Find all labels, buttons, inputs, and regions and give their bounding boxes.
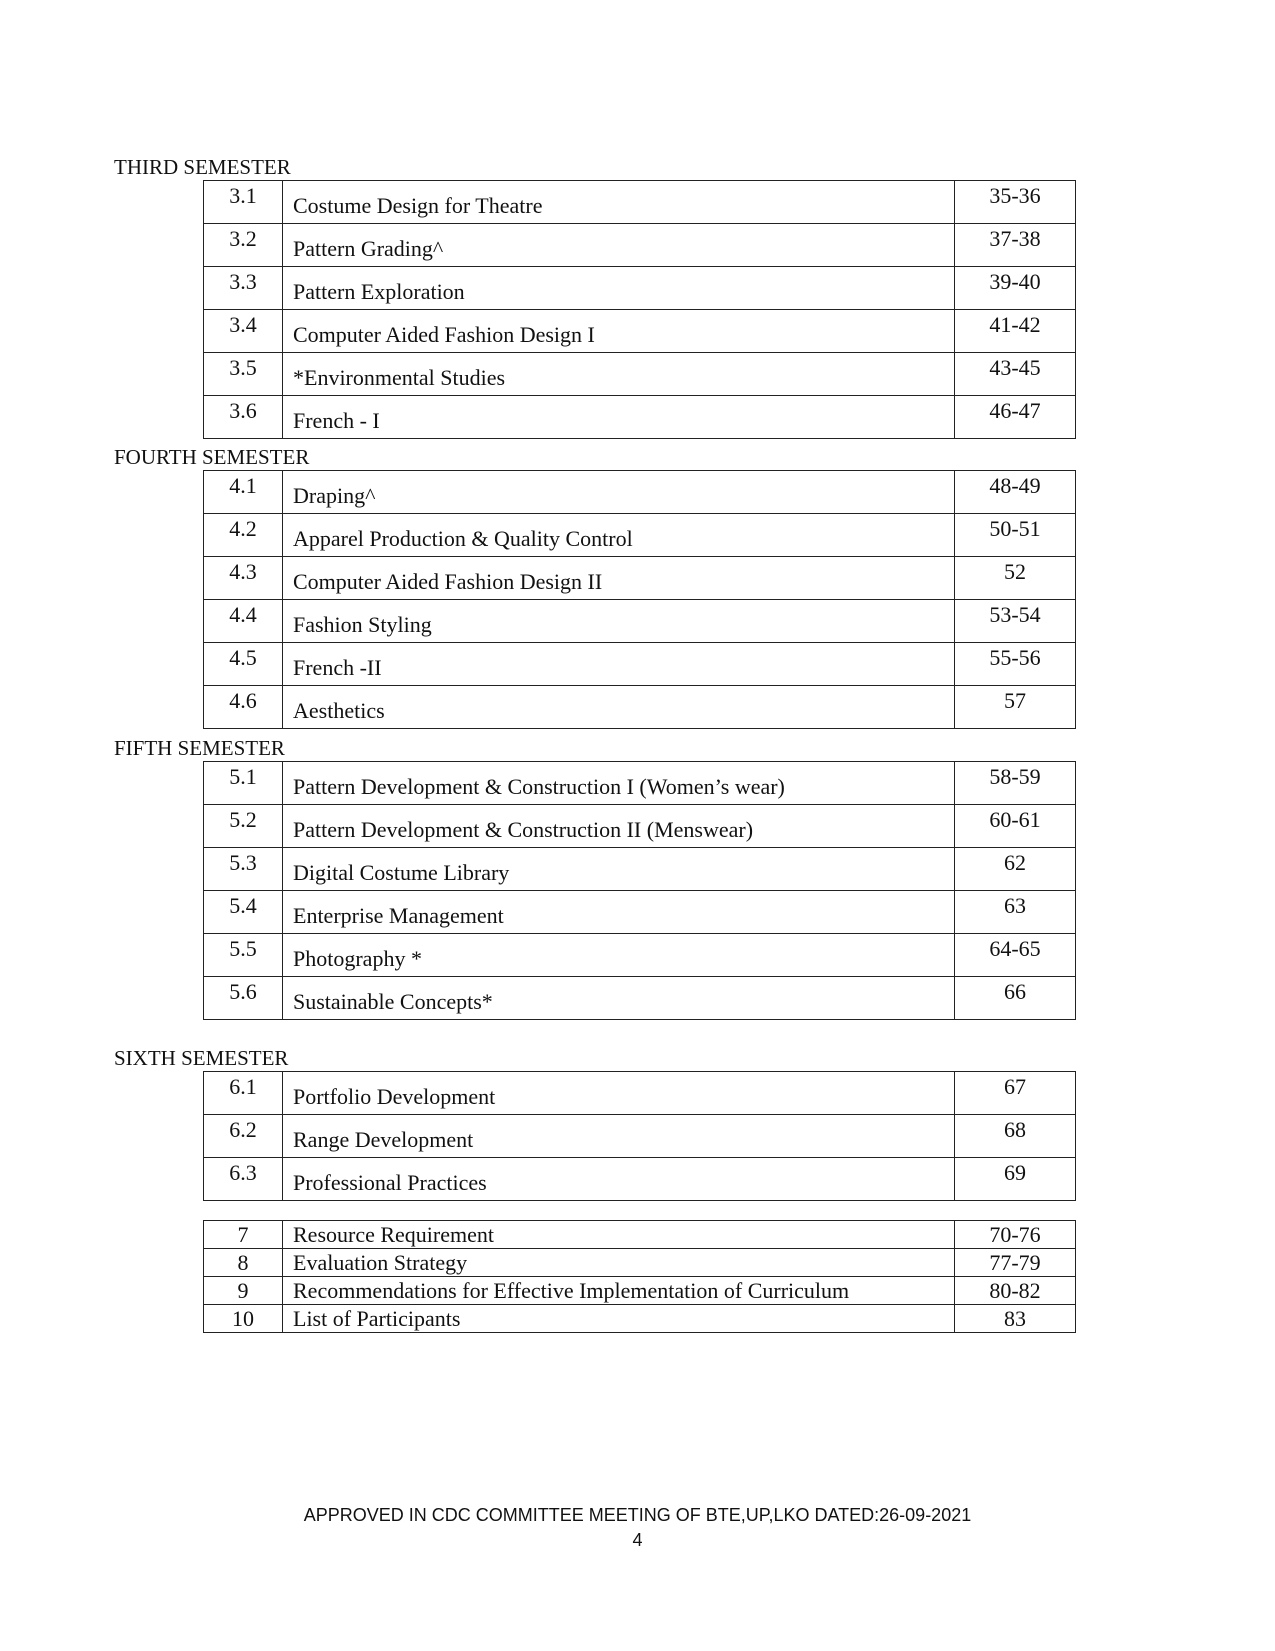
section-heading-third-semester: THIRD SEMESTER (114, 155, 291, 179)
row-pages: 46-47 (955, 396, 1076, 439)
section-heading-sixth-semester: SIXTH SEMESTER (114, 1046, 289, 1070)
row-number: 3.6 (204, 396, 283, 439)
table-row (204, 762, 1076, 805)
row-title: Computer Aided Fashion Design II (283, 557, 955, 600)
row-pages: 55-56 (955, 643, 1076, 686)
toc-table-appendix (203, 1220, 1076, 1333)
section-heading-fourth-semester: FOURTH SEMESTER (114, 445, 310, 469)
row-pages: 69 (955, 1158, 1076, 1201)
table-row (204, 396, 1076, 439)
table-row (204, 643, 1076, 686)
row-number: 6.1 (204, 1072, 283, 1115)
row-number: 6.3 (204, 1158, 283, 1201)
row-number: 3.4 (204, 310, 283, 353)
row-title: Range Development (283, 1115, 955, 1158)
table-row (204, 181, 1076, 224)
table-row (204, 1072, 1076, 1115)
row-title: *Environmental Studies (283, 353, 955, 396)
row-number: 3.5 (204, 353, 283, 396)
row-pages: 58-59 (955, 762, 1076, 805)
row-number: 6.2 (204, 1115, 283, 1158)
row-title: Digital Costume Library (283, 848, 955, 891)
row-number: 7 (204, 1221, 283, 1249)
table-row (204, 353, 1076, 396)
table-row (204, 600, 1076, 643)
table-row (204, 686, 1076, 729)
row-number: 5.1 (204, 762, 283, 805)
row-number: 4.3 (204, 557, 283, 600)
row-pages: 62 (955, 848, 1076, 891)
table-row (204, 310, 1076, 353)
table-row (204, 267, 1076, 310)
table-row (204, 224, 1076, 267)
table-row (204, 514, 1076, 557)
row-title: Pattern Grading^ (283, 224, 955, 267)
footer-approval-note: APPROVED IN CDC COMMITTEE MEETING OF BTE,UP,LKO DATED:26-09-2021 (303, 1505, 972, 1525)
row-title: Pattern Development & Construction I (Women’s wear) (283, 762, 955, 805)
table-row (204, 1249, 1076, 1277)
table-row (204, 1158, 1076, 1201)
row-pages: 43-45 (955, 353, 1076, 396)
row-number: 3.2 (204, 224, 283, 267)
row-number: 8 (204, 1249, 283, 1277)
row-title: Professional Practices (283, 1158, 955, 1201)
row-title: Apparel Production & Quality Control (283, 514, 955, 557)
row-title: Evaluation Strategy (283, 1249, 955, 1277)
toc-table-sixth-semester (203, 1071, 1076, 1201)
table-row (204, 1305, 1076, 1333)
table-row (204, 1277, 1076, 1305)
row-title: List of Participants (283, 1305, 955, 1333)
table-row (204, 934, 1076, 977)
row-title: Draping^ (283, 471, 955, 514)
row-pages: 52 (955, 557, 1076, 600)
row-pages: 80-82 (955, 1277, 1076, 1305)
table-row (204, 977, 1076, 1020)
row-title: Portfolio Development (283, 1072, 955, 1115)
row-pages: 37-38 (955, 224, 1076, 267)
row-title: Resource Requirement (283, 1221, 955, 1249)
row-pages: 77-79 (955, 1249, 1076, 1277)
row-pages: 57 (955, 686, 1076, 729)
toc-table-fifth-semester (203, 761, 1076, 1020)
row-number: 5.5 (204, 934, 283, 977)
table-row (204, 805, 1076, 848)
row-number: 10 (204, 1305, 283, 1333)
row-title: Recommendations for Effective Implementation of Curriculum (283, 1277, 955, 1305)
row-pages: 35-36 (955, 181, 1076, 224)
row-number: 4.6 (204, 686, 283, 729)
row-pages: 64-65 (955, 934, 1076, 977)
row-title: Enterprise Management (283, 891, 955, 934)
row-number: 3.1 (204, 181, 283, 224)
row-title: French -II (283, 643, 955, 686)
row-pages: 50-51 (955, 514, 1076, 557)
row-title: Costume Design for Theatre (283, 181, 955, 224)
row-number: 9 (204, 1277, 283, 1305)
section-heading-fifth-semester: FIFTH SEMESTER (114, 736, 285, 760)
row-number: 5.3 (204, 848, 283, 891)
row-number: 4.4 (204, 600, 283, 643)
row-pages: 83 (955, 1305, 1076, 1333)
row-number: 4.1 (204, 471, 283, 514)
row-number: 4.2 (204, 514, 283, 557)
table-row (204, 471, 1076, 514)
row-number: 5.4 (204, 891, 283, 934)
toc-table-fourth-semester (203, 470, 1076, 729)
toc-table-third-semester (203, 180, 1076, 439)
table-row (204, 1221, 1076, 1249)
table-row (204, 1115, 1076, 1158)
row-pages: 41-42 (955, 310, 1076, 353)
row-number: 4.5 (204, 643, 283, 686)
table-row (204, 557, 1076, 600)
row-title: Aesthetics (283, 686, 955, 729)
table-row (204, 848, 1076, 891)
row-title: Pattern Development & Construction II (Menswear) (283, 805, 955, 848)
row-title: Computer Aided Fashion Design I (283, 310, 955, 353)
row-title: Sustainable Concepts* (283, 977, 955, 1020)
row-pages: 67 (955, 1072, 1076, 1115)
row-pages: 48-49 (955, 471, 1076, 514)
row-number: 3.3 (204, 267, 283, 310)
row-number: 5.6 (204, 977, 283, 1020)
row-pages: 68 (955, 1115, 1076, 1158)
row-title: French - I (283, 396, 955, 439)
page-number: 4 (632, 1530, 643, 1550)
row-title: Fashion Styling (283, 600, 955, 643)
row-pages: 70-76 (955, 1221, 1076, 1249)
row-pages: 66 (955, 977, 1076, 1020)
row-number: 5.2 (204, 805, 283, 848)
row-pages: 39-40 (955, 267, 1076, 310)
row-pages: 53-54 (955, 600, 1076, 643)
table-row (204, 891, 1076, 934)
row-pages: 63 (955, 891, 1076, 934)
row-title: Pattern Exploration (283, 267, 955, 310)
row-pages: 60-61 (955, 805, 1076, 848)
row-title: Photography * (283, 934, 955, 977)
